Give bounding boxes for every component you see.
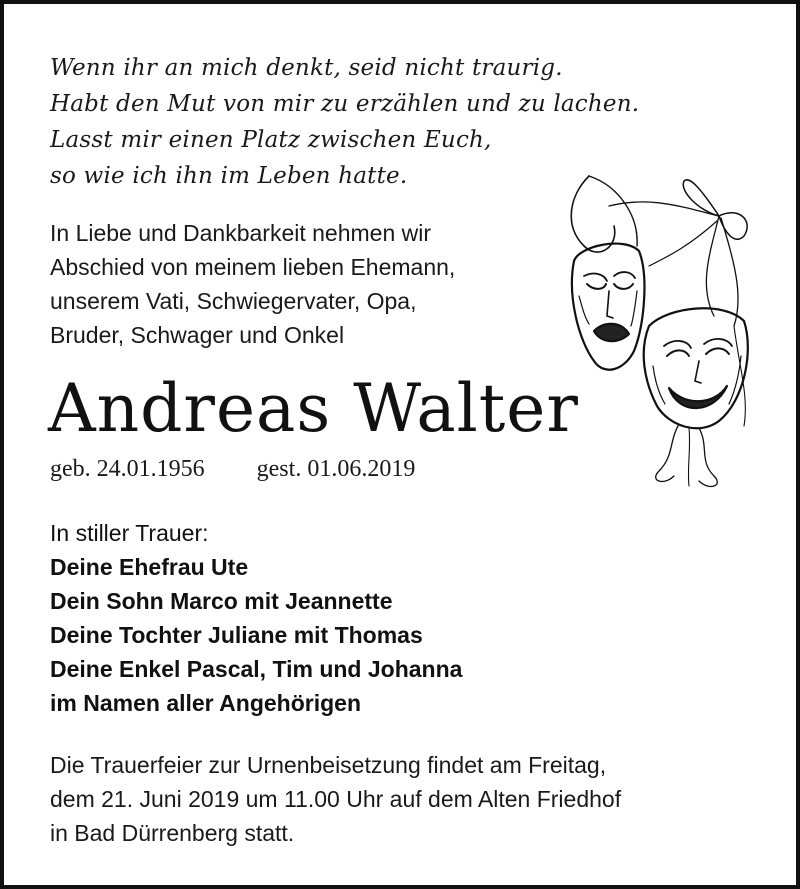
theater-masks-icon [549, 166, 759, 496]
service-line: Die Trauerfeier zur Urnenbeisetzung findet am Freitag, [50, 752, 607, 778]
service-notice [50, 748, 621, 850]
poem-line: Lasst mir einen Platz zwischen Euch, [50, 127, 492, 153]
intro-line: Abschied von meinem lieben Ehemann, [50, 254, 456, 280]
intro-line: In Liebe und Dankbarkeit nehmen wir [50, 220, 432, 246]
deceased-name: Andreas Walter [48, 370, 579, 447]
life-dates [50, 456, 415, 483]
service-line: in Bad Dürrenberg statt. [50, 820, 295, 846]
mourner-entry: im Namen aller Angehörigen [50, 690, 361, 716]
intro-line: Bruder, Schwager und Onkel [50, 322, 345, 348]
intro-text [50, 216, 455, 352]
mourner-entry: Deine Enkel Pascal, Tim und Johanna [50, 656, 463, 682]
mourners-list [50, 516, 462, 720]
intro-line: unserem Vati, Schwiegervater, Opa, [50, 288, 417, 314]
poem-line: Wenn ihr an mich denkt, seid nicht traurig. [50, 55, 563, 81]
death-date: gest. 01.06.2019 [256, 456, 416, 482]
mourner-entry: Dein Sohn Marco mit Jeannette [50, 588, 393, 614]
poem-line: Habt den Mut von mir zu erzählen und zu lachen. [50, 91, 640, 117]
mourner-entry: Deine Ehefrau Ute [50, 554, 249, 580]
poem-line: so wie ich ihn im Leben hatte. [50, 163, 408, 189]
birth-date: geb. 24.01.1956 [50, 456, 205, 482]
mourners-lead: In stiller Trauer: [50, 520, 209, 546]
service-line: dem 21. Juni 2019 um 11.00 Uhr auf dem Alten Friedhof [50, 786, 622, 812]
mourner-entry: Deine Tochter Juliane mit Thomas [50, 622, 423, 648]
